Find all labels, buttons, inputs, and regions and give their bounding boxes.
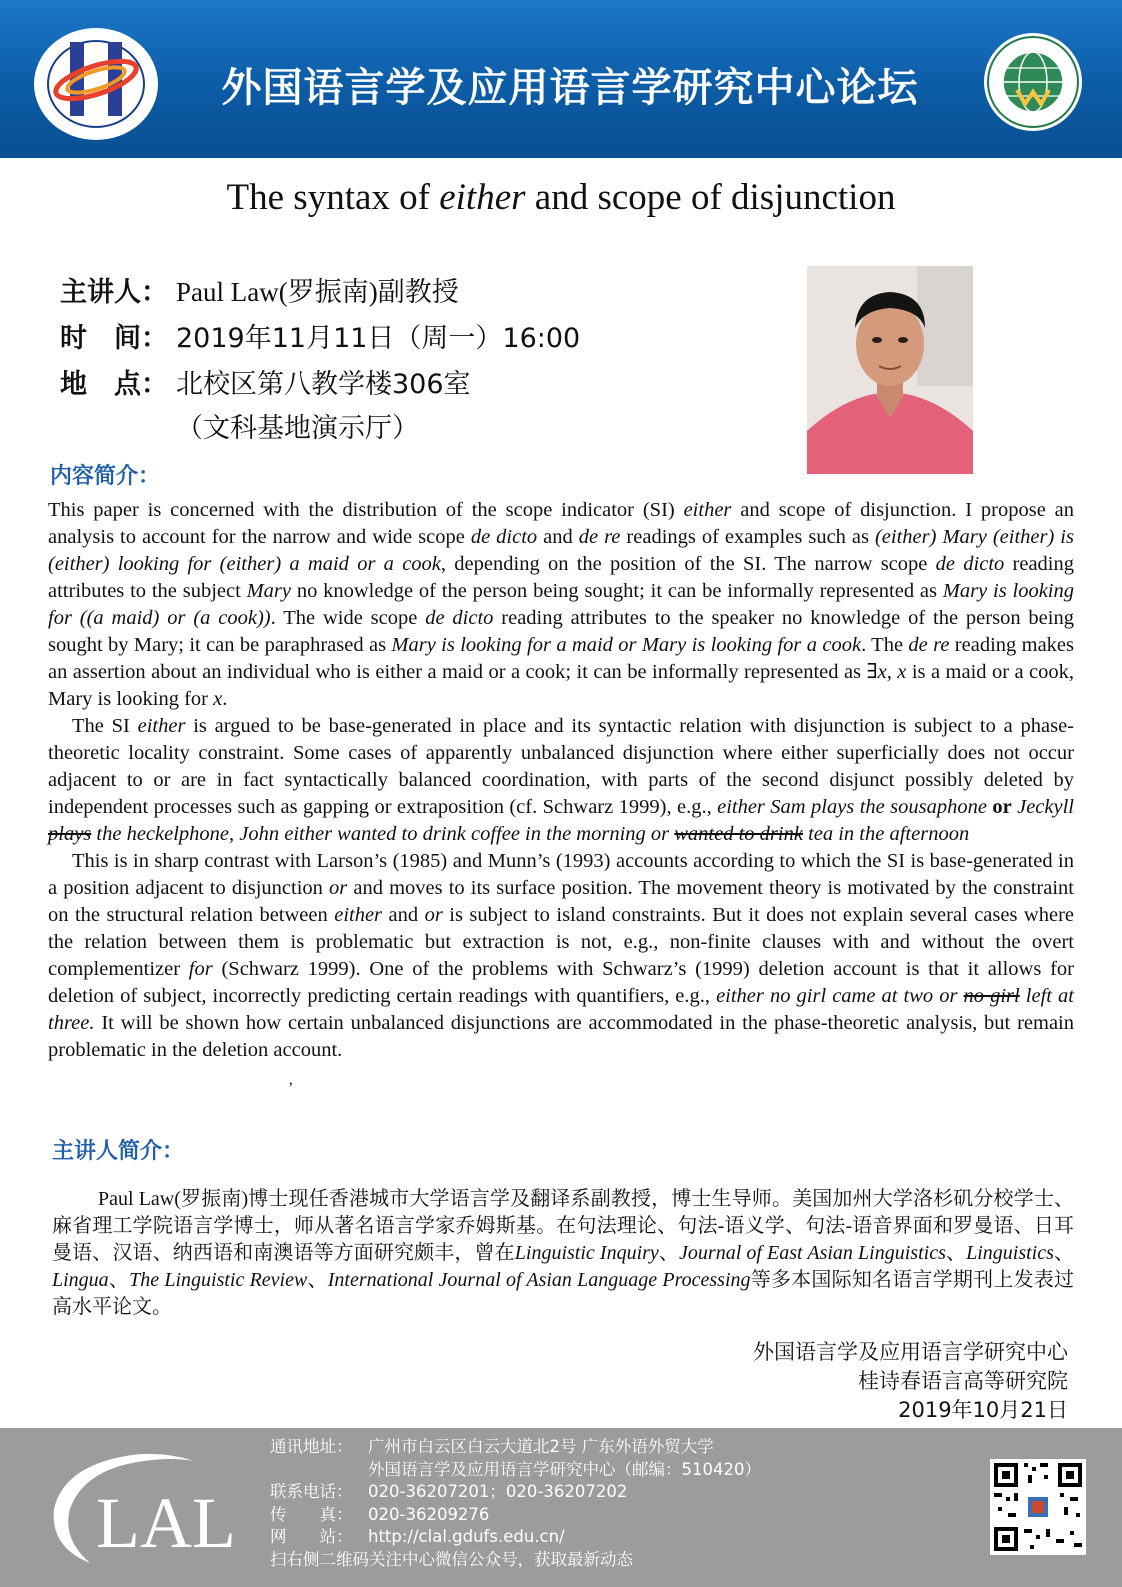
text-run-em: x: [877, 661, 887, 683]
time-row: [60, 316, 580, 355]
text-run: ,: [229, 823, 240, 845]
text-run: ,: [886, 661, 898, 683]
text-run: . The wide scope: [270, 607, 426, 629]
bio-run: 、: [658, 1242, 680, 1264]
wechat-qr-code[interactable]: [990, 1459, 1086, 1555]
header-banner: [0, 0, 1122, 158]
contact-info: [270, 1436, 761, 1571]
bio-run-em: International Journal of Asian Language Processing: [327, 1269, 751, 1291]
bio-run: 等多本国际知名语言学期刊上发表过高水平论文。: [52, 1269, 1075, 1318]
text-run-em: Mary is looking for a maid or Mary is looking for a cook: [391, 634, 862, 656]
text-run-em: the heckelphone: [91, 823, 230, 845]
contact-value: 外国语言学及应用语言学研究中心（邮编：510420）: [368, 1459, 761, 1479]
text-run: (Schwarz 1999). One of the problems with Schwarz’s (1999) deletion account is that it allows for deletion of subject, incorrectly predicting certain readings with quantifiers, e.g.,: [48, 958, 1074, 1007]
text-run: It will be shown how certain unbalanced disjunctions are accommodated in the phase-theoretic analysis, but remain problematic in the deletion account.: [48, 1012, 1074, 1061]
text-run-em: either: [683, 499, 732, 521]
talk-title-part-a: The syntax of: [226, 177, 440, 218]
text-run-struck: wanted to drink: [674, 823, 803, 845]
text-run-em: or: [329, 877, 348, 899]
contact-label: 传 真：: [270, 1504, 353, 1524]
text-run-struck: no girl: [963, 985, 1020, 1007]
contact-row-wechat: [270, 1549, 761, 1572]
clal-logo: [44, 1447, 254, 1567]
text-run: and: [537, 526, 579, 548]
signature-date: 2019年10月21日: [898, 1398, 1068, 1422]
text-run-em: Mary: [246, 580, 291, 602]
text-run: .: [222, 688, 228, 710]
abstract-paragraph-2: [48, 713, 1074, 848]
time-label: 时 间：: [60, 323, 168, 354]
text-run-em: either: [334, 904, 383, 926]
time-value: 2019年11月11日（周一）16:00: [176, 323, 581, 354]
text-run: and: [382, 904, 425, 926]
bio-run-em: The Linguistic Review: [129, 1269, 308, 1291]
bio-body: [52, 1186, 1074, 1321]
speaker-value: Paul Law(罗振南)副教授: [176, 277, 459, 307]
gdufs-university-logo: [983, 32, 1083, 132]
signature-block: [753, 1338, 1068, 1425]
text-run-em: de re: [908, 634, 950, 656]
bio-run-em: Linguistic Inquiry: [514, 1242, 659, 1264]
text-run-em: de re: [578, 526, 621, 548]
text-run: This paper is concerned with the distribution of the scope indicator (SI): [48, 499, 684, 521]
text-run-em: Mary is looking for ((a maid) or (a cook)): [48, 580, 1074, 629]
contact-label: 网 站：: [270, 1527, 353, 1546]
contact-row-website: [270, 1526, 761, 1549]
text-run: reading attributes to the speaker no knowledge of the person being sought by Mary; it can be paraphrased as: [48, 607, 1074, 656]
place-value-2: （文科基地演示厅）: [176, 413, 419, 444]
text-run: is a maid or a cook, Mary is looking for: [48, 661, 1075, 710]
bio-run-em: Lingua: [52, 1269, 109, 1291]
text-run: The SI: [72, 715, 138, 737]
contact-row-phone: [270, 1481, 761, 1504]
text-run-struck: plays: [48, 823, 92, 845]
text-run-em: either no girl came at two or: [716, 985, 964, 1007]
text-run: reading makes an assertion about an individual who is either a maid or a cook; it can be informally represented as ∃: [48, 634, 1075, 683]
signature-org-2: 桂诗春语言高等研究院: [858, 1369, 1068, 1393]
text-run-em: John either wanted to drink coffee in the morning or: [239, 823, 675, 845]
bio-run-em: Journal of East Asian Linguistics: [679, 1242, 946, 1264]
abstract-paragraph-3: [48, 848, 1074, 1064]
speaker-row: [60, 270, 459, 309]
text-run: readings of examples such as: [620, 526, 875, 548]
text-run: . The: [861, 634, 909, 656]
text-run: is argued to be base-generated in place and its syntactic relation with disjunction is subject to a phase-theoretic locality constraint. Some cases of apparently unbalanced disjunction where either superficially does not occur adjacent to or are in fact syntactically balanced coordination, with parts of the second disjunct possibly deleted by independent processes such as gapping or extraposition (cf. Schwarz 1999), e.g.,: [48, 715, 1074, 818]
text-run: no knowledge of the person being sought; it can be informally represented as: [291, 580, 943, 602]
contact-row-address-2: [270, 1459, 761, 1482]
abstract-paragraph-1: [48, 497, 1074, 713]
forum-title: 外国语言学及应用语言学研究中心论坛: [221, 65, 919, 111]
place-row: [60, 362, 471, 401]
stray-mark: ’: [288, 1080, 294, 1097]
signature-org-1: 外国语言学及应用语言学研究中心: [753, 1340, 1068, 1364]
text-run: and moves to its surface position. The movement theory is motivated by the constraint on the structural relation between: [48, 877, 1074, 926]
contact-label: 通讯地址：: [270, 1437, 353, 1456]
speaker-photo: [807, 266, 973, 474]
talk-title-part-b: and scope of disjunction: [525, 177, 896, 218]
text-run-em: either: [137, 715, 186, 737]
contact-value: 020-36209276: [368, 1504, 490, 1524]
text-run-em: (either) Mary (either) is (either) looking for (either) a maid or a cook: [48, 526, 1074, 575]
text-run-em: x: [213, 688, 223, 710]
abstract-heading: 内容简介：: [50, 464, 161, 489]
text-run-em: x: [897, 661, 907, 683]
contact-value: 广州市白云区白云大道北2号 广东外语外贸大学: [368, 1437, 714, 1456]
bio-heading: 主讲人简介：: [52, 1139, 185, 1164]
text-run-em: either Sam plays the sousaphone: [717, 796, 993, 818]
text-run: reading attributes to the subject: [48, 553, 1074, 602]
text-run-em: or: [424, 904, 443, 926]
text-run: is subject to island constraints. But it does not explain several cases where the relation between them is problematic but extraction is not, e.g., non-finite clauses with and without the overt complementizer: [48, 904, 1075, 980]
contact-row-address: [270, 1436, 761, 1459]
text-run-bold: or: [992, 796, 1012, 818]
text-run-em: for: [188, 958, 213, 980]
talk-title-em: either: [439, 177, 526, 218]
contact-label: 联系电话：: [270, 1482, 353, 1501]
text-run: , depending on the position of the SI. The narrow scope: [440, 553, 936, 575]
text-run-em: de dicto: [425, 607, 494, 629]
bio-run: 、: [108, 1269, 130, 1291]
abstract-body: [48, 497, 1074, 1064]
text-run-em: de dicto: [935, 553, 1005, 575]
text-run-em: de dicto: [470, 526, 538, 548]
clal-logo-text: LAL: [96, 1483, 236, 1563]
bio-run-em: Linguistics: [966, 1242, 1054, 1264]
contact-row-fax: [270, 1504, 761, 1527]
bio-run: Paul Law(罗振南)博士现任香港城市大学语言学及翻译系副教授，博士生导师。美国加州大学洛杉矶分校学士、麻省理工学院语言学博士，师从著名语言学家乔姆斯基。在句法理论、句法-语义学、句法-语音界面和罗曼语、日耳曼语、汉语、纳西语和南澳语等方面研究颇丰，曾在: [52, 1188, 1074, 1264]
bio-run: 、: [307, 1269, 328, 1291]
speaker-label: 主讲人：: [60, 277, 168, 308]
place-value: 北校区第八教学楼306室: [176, 369, 471, 400]
contact-value: 020-36207201；020-36207202: [368, 1482, 628, 1501]
place-label: 地 点：: [60, 369, 168, 400]
text-run-em: tea in the afternoon: [802, 823, 970, 845]
key-research-institute-logo: [30, 24, 162, 142]
place-row-2: [176, 406, 419, 445]
text-run: and scope of disjunction. I propose an analysis to account for the narrow and wide scope: [48, 499, 1074, 548]
bio-run: 、: [945, 1242, 967, 1264]
text-run-em: left at three.: [48, 985, 1075, 1034]
text-run: This is in sharp contrast with Larson’s (1985) and Munn’s (1993) accounts according to which the SI is base-generated in a position adjacent to disjunction: [48, 850, 1074, 899]
bio-run: 、: [1053, 1242, 1075, 1264]
wechat-hint: 扫右侧二维码关注中心微信公众号，获取最新动态: [270, 1549, 633, 1569]
website-link[interactable]: http://clal.gdufs.edu.cn/: [368, 1527, 565, 1546]
text-run-em: Jeckyll: [1011, 796, 1074, 818]
talk-title: [0, 176, 1122, 219]
